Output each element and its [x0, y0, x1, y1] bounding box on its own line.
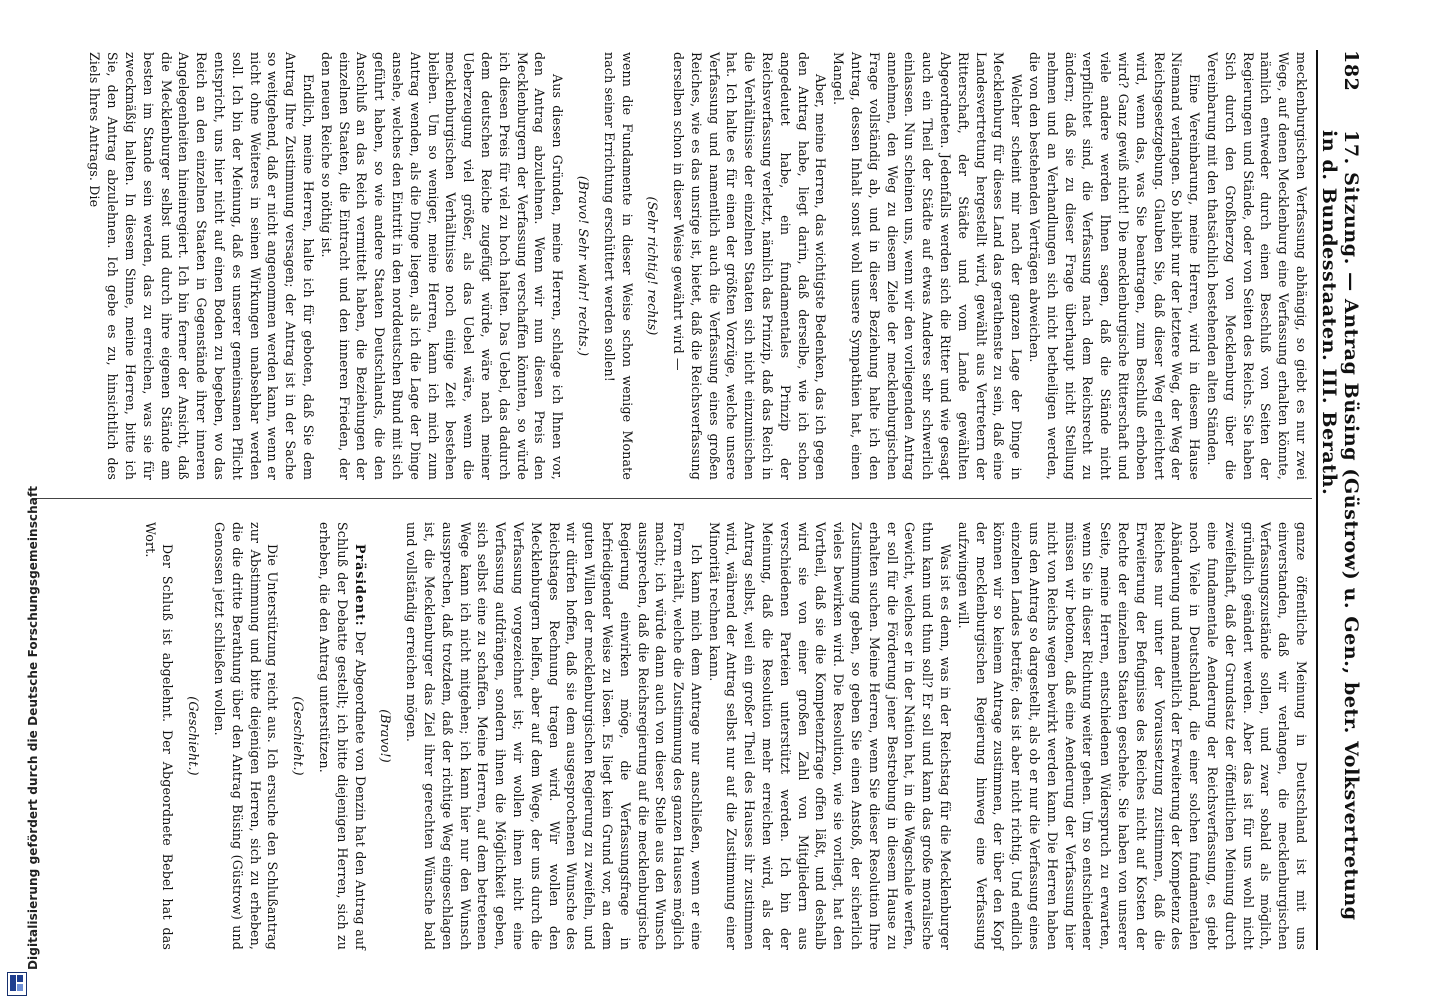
digitization-credit-text: Digitalisierung gefördert durch die Deutsche Forschungsgemeinschaft: [26, 485, 40, 970]
paragraph-text: mecklenburgischen Verfassung abhängig, so giebt es nur zwei Wege, auf denen Mecklenburg eine Verfassung erhalten könnte, nämlich entweder durch einen Beschluß von Seiten der Regierungen und Stände, oder von Seiten des Reichs. Sie haben Sich durch den Großherzog von Mecklenburg über die Vereinbarung mit den thatsächlich bestehenden alten Ständen.: [1205, 52, 1309, 480]
body-paragraph: [1025, 52, 1203, 480]
body-paragraph: [1203, 52, 1310, 480]
paragraph-text: Welcher scheint mir nach der ganzen Lage der Dinge in Mecklenburg für dieses Land das gerathenste zu sein, daß eine Landesvertretung hergestellt wird, gewählt aus Vertretern der Ritterschaft, der Städte und vom Lande gewählten Abgeordneten. Jedenfalls werden sich die Ritter und wie gesagt auch ein Theil der Städte auf etwas Anderes sehr schwerlich einlassen. Nun scheinen uns, wenn wir den vorliegenden Antrag annehmen, den Weg zu diesem Ziele der mecklenburgischen Frage vollständig ab, und in dieser Beziehung halte ich den Antrag, dessen Inhalt sonst wohl unsere Sympathien hat, einen Mangel.: [831, 52, 1025, 480]
stage-reaction: (Geschieht.): [186, 696, 202, 776]
body-paragraph: [210, 522, 281, 950]
column-divider: [32, 498, 1312, 499]
stage-reaction: (Bravo!): [378, 709, 394, 763]
paragraph-text: Ich kann mich dem Antrage nur anschließen, wenn er eine Form erhält, welche die Zustimmung des ganzen Hauses möglich macht; ich würde dann auch von dieser Stelle aus den Wunsch aussprechen, daß die Reichsregierung auf die mecklenburgische Regierung einwirken möge, die Verfassungsfrage in befriedigender Weise zu lösen. Es liegt kein Grund vor, an dem guten Willen der mecklenburgischen Regierung zu zweifeln, und wir dürfen hoffen, daß sie dem ausgesprochenen Wunsche des Reichstages Rechnung tragen wird. Wir wollen den Mecklenburgern helfen, aber auf dem Wege, der uns durch die Verfassung vorgezeichnet ist; wir wollen ihnen nicht eine Verfassung aufdrängen, sondern ihnen die Möglichkeit geben, sich selbst eine zu schaffen. Meine Herren, auf dem betretenen Wege kann ich nicht mitgehen; ich kann hier nur den Wunsch aussprechen, daß trotzdem, daß der richtige Weg eingeschlagen ist, die Mecklenburger das Ziel ihrer gerechten Wünsche bald und vollständig erreichen mögen.: [404, 522, 704, 950]
paragraph-text: Aber, meine Herren, das wichtigste Bedenken, das ich gegen den Antrag habe, liegt darin, daß derselbe, wie ich schon angedeutet habe, ein fundamentales Prinzip der Reichsverfassung verletzt, nämlich das Prinzip, daß das Reich in die Verhältnisse der einzelnen Staaten sich nicht einzumischen hat. Ich halte es für einen der größten Vorzüge, welche unsere Verfassung und namentlich auch die Verfassung eines großen Reiches, wie es das unsrige ist, bietet, daß die Reichsverfassung derselben schon in dieser Weise gewährt wird —: [671, 52, 829, 480]
page-header: [1318, 50, 1368, 950]
page-number: 182: [1340, 50, 1362, 92]
body-paragraph: [954, 522, 1310, 950]
paragraph-text: ganze öffentliche Meinung in Deutschland ist mit uns einverstanden, daß wir verlangen, die mecklenburgischen Verfassungszustände sollen, und zwar sobald als möglich, gründlich geändert werden. Aber das ist für uns wohl nicht zweifelhaft, daß der Grundsatz der öffentlichen Meinung durch eine fundamentale Aenderung der Reichsverfassung, es giebt noch Viele in Deutschland, die einer solchen fundamentalen Abänderung und namentlich der Erweiterung der Kompetenz des Reiches nur unter der Voraussetzung zustimmen, daß die Erweiterung der Befugnisse des Reiches nicht auf Kosten der Rechte der einzelnen Staaten geschehe. Sie haben von unserer Seite, meine Herren, entschiedenen Widerspruch zu erwarten, wenn Sie in dieser Richtung weiter gehen. Um so entschiedener müssen wir betonen, daß eine Aenderung der Verfassung hier nicht von Reichs wegen bewirkt werden kann. Die Herren haben uns den Antrag so dargestellt, als ob er nur die Verfassung eines einzelnen Landes beträfe; das ist aber nicht richtig. Und endlich können wir so keinem Antrage zustimmen, der über den Kopf der mecklenburgischen Regierung hinweg eine Verfassung aufzwingen will.: [955, 522, 1309, 950]
stage-reaction: (Sehr richtig! rechts): [645, 196, 661, 336]
dfg-logo-icon: [7, 972, 27, 996]
body-paragraph: [317, 52, 566, 480]
stage-reaction: (Geschieht.): [291, 696, 307, 776]
digitization-credit-strip: [0, 0, 40, 1000]
running-title: 17. Sitzung. — Antrag Büsing (Güstrow) u. Gen., betr. Volksvertretung in d. Bundesstaaten. III. Berath.: [1318, 130, 1362, 921]
paragraph-text: Eine Vereinbarung, meine Herren, wird in diesem Hause Niemand verlangen. So bleibt nur der letztere Weg, der Weg der Reichsgesetzgebung. Glauben Sie, daß dieser Weg erleichtert wird, wenn das, was Sie beantragen, zum Beschluß erhoben wird? Ganz gewiß nicht! Die mecklenburgische Ritterschaft und viele andere werden Ihnen sagen, daß die Stände nicht verpflichtet sind, die Verfassung nach dem Reichsrecht zu ändern; daß sie zu dieser Frage überhaupt nicht Stellung nehmen und an Verhandlungen sich nicht betheiligen werden, die von den bestehenden Verträgen abweichen.: [1027, 52, 1203, 480]
body-paragraph: [600, 52, 636, 480]
body-paragraph: [402, 522, 705, 950]
body-paragraph: [705, 522, 954, 950]
body-paragraph: [86, 52, 317, 480]
paragraph-text: Aus diesen Gründen, meine Herren, schlage ich Ihnen vor, den Antrag abzulehnen. Wenn wir nun diesen Preis den Mecklenburgern der Verfassung verschaffen könnten, so würde ich diesen Preis für viel zu hoch halten. Das Uebel, das dadurch dem deutschen Reiche zugefügt würde, wäre nach meiner Ueberzeugung viel größer, als das Uebel wäre, wenn die mecklenburgischen Verhältnisse noch einige Zeit bestehen bleiben. Um so weniger, meine Herren, kann ich mich zum Antrag wenden, als die Dinge liegen, als ich die Lage der Dinge ansehe, welches den Eintritt in den norddeutschen Bund mit sich geführt haben, so wie andere Staaten Deutschlands, die den Anschluß an das Reich vermittelt haben, die Beziehungen der einzelnen Staaten, die Eintracht und den inneren Frieden, der den neuen Reiche so nöthig ist.: [318, 52, 566, 480]
paragraph-text: Der Schluß ist abgelehnt. Der Abgeordnete Bebel hat das Wort.: [142, 522, 176, 950]
left-text-column: [86, 52, 1310, 480]
paragraph-text: wenn die Fundamente in dieser Weise schon wenige Monate nach seiner Errichtung erschüttert werden sollen!: [601, 52, 635, 480]
paragraph-text: Der Abgeordnete von Denzin hat den Antrag auf Schluß der Debatte gestellt; ich bitte diejenigen Herren, sich zu erheben, die den Antrag unterstützen.: [316, 522, 368, 950]
body-paragraph: [141, 522, 177, 950]
paragraph-text: Was ist es denn, was in der Reichstag für die Mecklenburger thun kann und thun soll? Er soll und kann das große moralische Gewicht, welches er in der Nation hat, in die Wagschale werfen, er soll für die Förderung jener Bestrebung in diesem Hause zu erhalten suchen. Meine Herren, wenn Sie dieser Resolution Ihre Zustimmung geben, so geben Sie einen Anstoß, der sicherlich vieles bewirken wird. Die Resolution, wie sie vorliegt, hat den Vortheil, daß sie die Kompetenzfrage offen läßt, und deshalb wird sie von einer großen Zahl von Mitgliedern aus verschiedenen Parteien unterstützt werden. Ich bin der Meinung, daß die Resolution mehr erreichen wird, als der Antrag selbst, weil ein großer Theil des Hauses ihr zustimmen wird, während der Antrag selbst nur auf die Zustimmung einer Minorität rechnen kann.: [706, 522, 954, 950]
header-rule: [1316, 50, 1318, 950]
body-paragraph: [829, 52, 1025, 480]
stage-reaction: (Bravo! Sehr wahr! rechts.): [575, 175, 591, 357]
paragraph-text: Endlich, meine Herren, halte ich für geboten, daß Sie dem Antrag Ihre Zustimmung versagen; der Antrag ist in der Sache so weitgehend, daß er nicht angenommen werden kann, wenn er nicht ohne Weiteres in seinen Wirkungen unabsehbar werden soll. Ich bin der Meinung, daß es unserer gemeinsamen Pflicht entspricht, uns hier nicht auf einen Boden zu begeben, wo das Reich an den einzelnen Staaten in Gegenstände ihrer inneren Angelegenheiten hineinregiert. Ich bin ferner der Ansicht, daß die Mecklenburger selbst und durch ihre eigenen Stände am besten im Stande sein werden, das zu erreichen, was sie für zweckmäßig halten. In diesem Sinne, meine Herren, bitte ich Sie, den Antrag abzulehnen. Ich gebe es zu, hinsichtlich des Ziels Ihres Antrags. Die: [87, 52, 316, 480]
paragraph-text: Die Unterstützung reicht aus. Ich ersuche den Schlußantrag zur Abstimmung und bitte diejenigen Herren, sich zu erheben, die die dritte Berathung über den Antrag Büsing (Güstrow) und Genossen jetzt schließen wollen.: [211, 522, 281, 950]
speaker-name: Präsident:: [352, 544, 368, 627]
body-paragraph: [669, 52, 829, 480]
body-paragraph: [315, 522, 368, 950]
right-text-column: [141, 522, 1310, 950]
